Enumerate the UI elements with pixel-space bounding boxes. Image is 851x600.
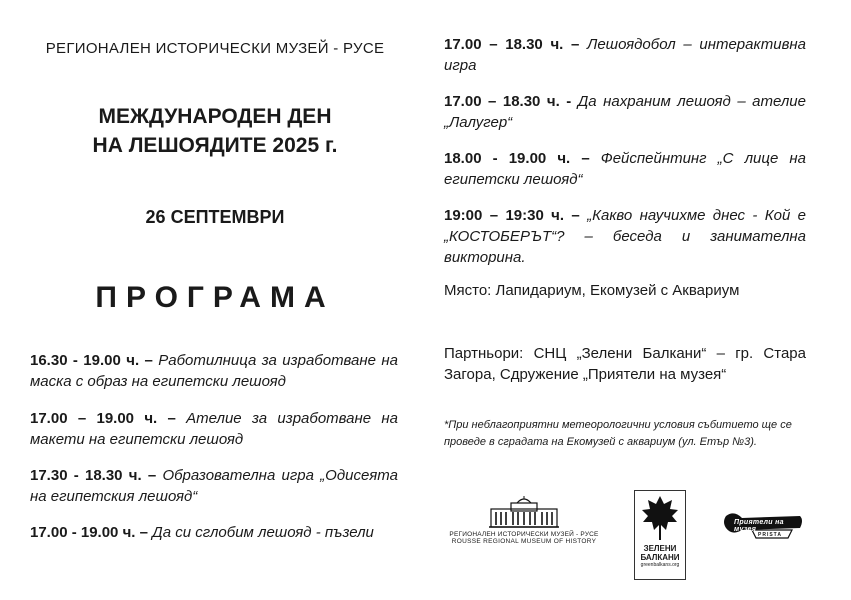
program-item-time: 17.30 - 18.30 ч. – bbox=[30, 467, 157, 484]
museum-friends-logo bbox=[722, 508, 806, 548]
museum-logo-en-text: ROUSSE REGIONAL MUSEUM OF HISTORY bbox=[451, 538, 597, 545]
title-line-2: НА ЛЕШОЯДИТЕ 2025 г. bbox=[92, 134, 338, 157]
program-item-desc: Да си сглобим лешояд - пъзели bbox=[152, 524, 374, 541]
program-item-time: 18.00 - 19.00 ч. – bbox=[444, 150, 590, 167]
program-item-time: 19:00 – 19:30 ч. – bbox=[444, 207, 580, 224]
program-item bbox=[30, 350, 398, 392]
program-item-time: 17.00 - 19.00 ч. – bbox=[30, 524, 148, 541]
program-item-time: 17.00 – 19.00 ч. – bbox=[30, 410, 176, 427]
logos-row bbox=[444, 490, 806, 580]
green-balkans-logo bbox=[634, 490, 686, 580]
event-date: 26 СЕПТЕМВРИ bbox=[145, 207, 285, 227]
leaf-icon bbox=[640, 494, 680, 542]
program-item-time: 17.00 – 18.30 ч. - bbox=[444, 93, 572, 110]
museum-logo-bg-text: РЕГИОНАЛЕН ИСТОРИЧЕСКИ МУЗЕЙ - РУСЕ bbox=[449, 531, 599, 538]
museum-building-icon bbox=[489, 495, 559, 529]
program-item-desc: Фейспейнтинг „С лице на египетски лешояд“ bbox=[444, 150, 806, 188]
program-item bbox=[30, 408, 398, 450]
program-item-desc: Лешоядобол – интерактивна игра bbox=[444, 36, 807, 74]
green-balkans-line1: ЗЕЛЕНИ bbox=[643, 544, 677, 553]
partners: Партньори: СНЦ „Зелени Балкани“ – гр. Стара Загора, Сдружение „Приятели на музея“ bbox=[444, 345, 806, 383]
green-balkans-url: greenbalkans.org bbox=[640, 562, 680, 568]
program-item-desc: Образователна игра „Одисеята на египетския лешояд“ bbox=[30, 467, 398, 505]
program-item-desc: „Какво научихме днес - Кой е „КОСТОБЕРЪТ“? – беседа и занимателна викторина. bbox=[444, 207, 806, 266]
program-item-time: 16.30 - 19.00 ч. – bbox=[30, 352, 153, 369]
program-heading: ПРОГРАМА bbox=[95, 281, 335, 314]
program-item bbox=[444, 148, 806, 190]
program-item bbox=[444, 91, 806, 133]
program-item bbox=[30, 522, 398, 543]
program-item bbox=[444, 34, 806, 76]
title-line-1: МЕЖДУНАРОДЕН ДЕН bbox=[98, 105, 332, 128]
event-title bbox=[30, 102, 400, 160]
museum-friends-text: Приятели на музея bbox=[734, 519, 784, 533]
green-balkans-line2: БАЛКАНИ bbox=[640, 553, 680, 562]
venue: Място: Лапидариум, Екомузей с Аквариум bbox=[444, 282, 740, 299]
program-item bbox=[30, 465, 398, 507]
program-item-desc: Ателие за изработване на макети на египетски лешояд bbox=[30, 410, 399, 448]
museum-name: РЕГИОНАЛЕН ИСТОРИЧЕСКИ МУЗЕЙ - РУСЕ bbox=[45, 40, 385, 57]
weather-note: *При неблагоприятни метеорологични условия събитието ще се проведе в сградата на Екомузей с аквариум (ул. Етър №3). bbox=[444, 419, 792, 448]
program-item-desc: Работилница за изработване на маска с образ на египетски лешояд bbox=[30, 352, 398, 390]
program-item-time: 17.00 – 18.30 ч. – bbox=[444, 36, 580, 53]
program-item bbox=[444, 205, 806, 268]
museum-logo bbox=[444, 495, 604, 545]
museum-friends-sub: PRISTA bbox=[758, 532, 782, 538]
program-item-desc: Да нахраним лешояд – ателие „Лалугер“ bbox=[444, 93, 806, 131]
